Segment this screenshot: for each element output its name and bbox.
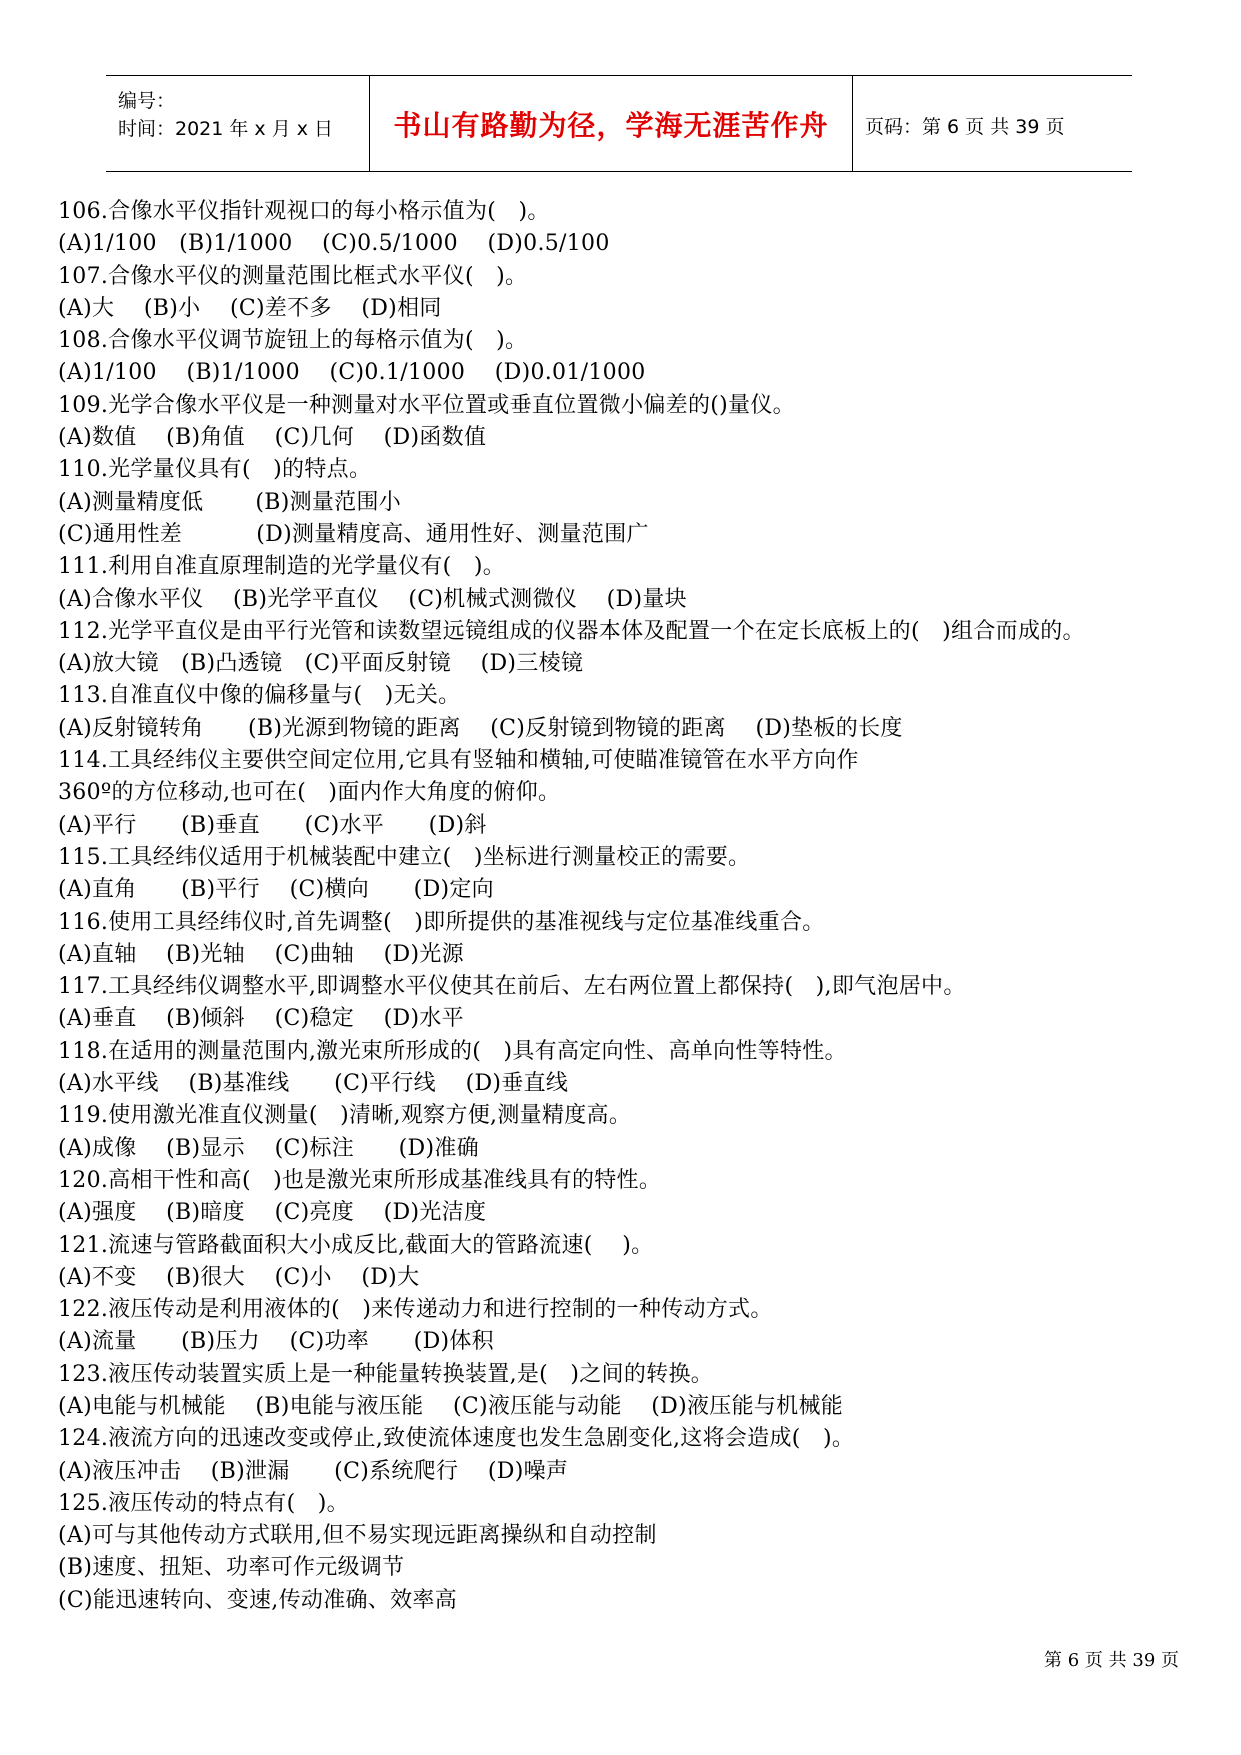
answer-options: (A)液压冲击 (B)泄漏 (C)系统爬行 (D)噪声 <box>58 1458 569 1484</box>
page-header <box>106 75 1132 172</box>
time-label: 时间：2021 年 x 月 x 日 <box>118 118 334 140</box>
answer-options: 360º的方位移动,也可在( )面内作大角度的俯仰。 <box>58 780 561 806</box>
question-text: 112.光学平直仪是由平行光管和读数望远镜组成的仪器本体及配置一个在定长底板上的( )组合而成的。 <box>58 618 1085 644</box>
answer-options: (A)电能与机械能 (B)电能与液压能 (C)液压能与动能 (D)液压能与机械能 <box>58 1393 844 1419</box>
answer-options: (A)可与其他传动方式联用,但不易实现远距离操纵和自动控制 <box>58 1523 657 1549</box>
header-motto-cell <box>370 76 853 171</box>
answer-options: (A)直轴 (B)光轴 (C)曲轴 (D)光源 <box>58 941 464 967</box>
question-text: 113.自准直仪中像的偏移量与( )无关。 <box>58 683 461 709</box>
answer-options: (A)1/100 (B)1/1000 (C)0.5/1000 (D)0.5/100 <box>58 231 610 257</box>
page-footer: 第 6 页 共 39 页 <box>1044 1650 1179 1671</box>
answer-options: (A)合像水平仪 (B)光学平直仪 (C)机械式测微仪 (D)量块 <box>58 586 687 612</box>
answer-options: (A)数值 (B)角值 (C)几何 (D)函数值 <box>58 425 487 451</box>
answer-options: (A)垂直 (B)倾斜 (C)稳定 (D)水平 <box>58 1006 464 1032</box>
header-meta-cell <box>106 76 370 171</box>
question-text: 107.合像水平仪的测量范围比框式水平仪( )。 <box>58 263 528 289</box>
answer-options: (B)速度、扭矩、功率可作元级调节 <box>58 1555 405 1581</box>
question-text: 116.使用工具经纬仪时,首先调整( )即所提供的基准视线与定位基准线重合。 <box>58 909 825 935</box>
motto: 书山有路勤为径，学海无涯苦作舟 <box>393 109 829 142</box>
answer-options: (A)强度 (B)暗度 (C)亮度 (D)光洁度 <box>58 1200 487 1226</box>
question-text: 106.合像水平仪指针观视口的每小格示值为( )。 <box>58 199 550 224</box>
answer-options: (A)直角 (B)平行 (C)横向 (D)定向 <box>58 877 494 903</box>
question-text: 108.合像水平仪调节旋钮上的每格示值为( )。 <box>58 328 528 354</box>
question-text: 114.工具经纬仪主要供空间定位用,它具有竖轴和横轴,可使瞄准镜管在水平方向作 <box>58 748 859 774</box>
answer-options: (A)流量 (B)压力 (C)功率 (D)体积 <box>58 1329 494 1355</box>
question-text: 123.液压传动装置实质上是一种能量转换装置,是( )之间的转换。 <box>58 1361 714 1387</box>
question-text: 124.液流方向的迅速改变或停止,致使流体速度也发生急剧变化,这将会造成( )。 <box>58 1426 855 1452</box>
answer-options: (A)反射镜转角 (B)光源到物镜的距离 (C)反射镜到物镜的距离 (D)垫板的长度 <box>58 715 903 741</box>
question-text: 121.流速与管路截面积大小成反比,截面大的管路流速( )。 <box>58 1232 654 1258</box>
answer-options: (C)能迅速转向、变速,传动准确、效率高 <box>58 1587 457 1613</box>
answer-options: (A)水平线 (B)基准线 (C)平行线 (D)垂直线 <box>58 1071 569 1097</box>
question-text: 115.工具经纬仪适用于机械装配中建立( )坐标进行测量校正的需要。 <box>58 844 751 870</box>
answer-options: (A)平行 (B)垂直 (C)水平 (D)斜 <box>58 812 487 838</box>
question-text: 111.利用自准直原理制造的光学量仪有( )。 <box>58 554 506 580</box>
number-label: 编号： <box>118 90 176 112</box>
question-text: 120.高相干性和高( )也是激光束所形成基准线具有的特性。 <box>58 1167 662 1193</box>
answer-options: (A)不变 (B)很大 (C)小 (D)大 <box>58 1264 420 1290</box>
question-text: 125.液压传动的特点有( )。 <box>58 1490 349 1516</box>
question-text: 110.光学量仪具有( )的特点。 <box>58 457 372 483</box>
answer-options: (A)大 (B)小 (C)差不多 (D)相同 <box>58 295 442 321</box>
question-text: 118.在适用的测量范围内,激光束所形成的( )具有高定向性、高单向性等特性。 <box>58 1038 847 1064</box>
header-page-cell <box>853 76 1132 171</box>
question-text: 109.光学合像水平仪是一种测量对水平位置或垂直位置微小偏差的()量仪。 <box>58 392 795 418</box>
question-text: 122.液压传动是利用液体的( )来传递动力和进行控制的一种传动方式。 <box>58 1297 773 1323</box>
answer-options: (C)通用性差 (D)测量精度高、通用性好、测量范围广 <box>58 521 649 547</box>
answer-options: (A)成像 (B)显示 (C)标注 (D)准确 <box>58 1135 479 1161</box>
answer-options: (A)放大镜 (B)凸透镜 (C)平面反射镜 (D)三棱镜 <box>58 651 584 677</box>
page-info: 页码：第 6 页 共 39 页 <box>865 116 1065 138</box>
question-text: 119.使用激光准直仪测量( )清晰,观察方便,测量精度高。 <box>58 1103 632 1129</box>
answer-options: (A)1/100 (B)1/1000 (C)0.1/1000 (D)0.01/1000 <box>58 360 646 386</box>
question-text: 117.工具经纬仪调整水平,即调整水平仪使其在前后、左右两位置上都保持( ),即气泡居中。 <box>58 974 966 1000</box>
question-list <box>58 196 1208 1617</box>
answer-options: (A)测量精度低 (B)测量范围小 <box>58 489 402 515</box>
